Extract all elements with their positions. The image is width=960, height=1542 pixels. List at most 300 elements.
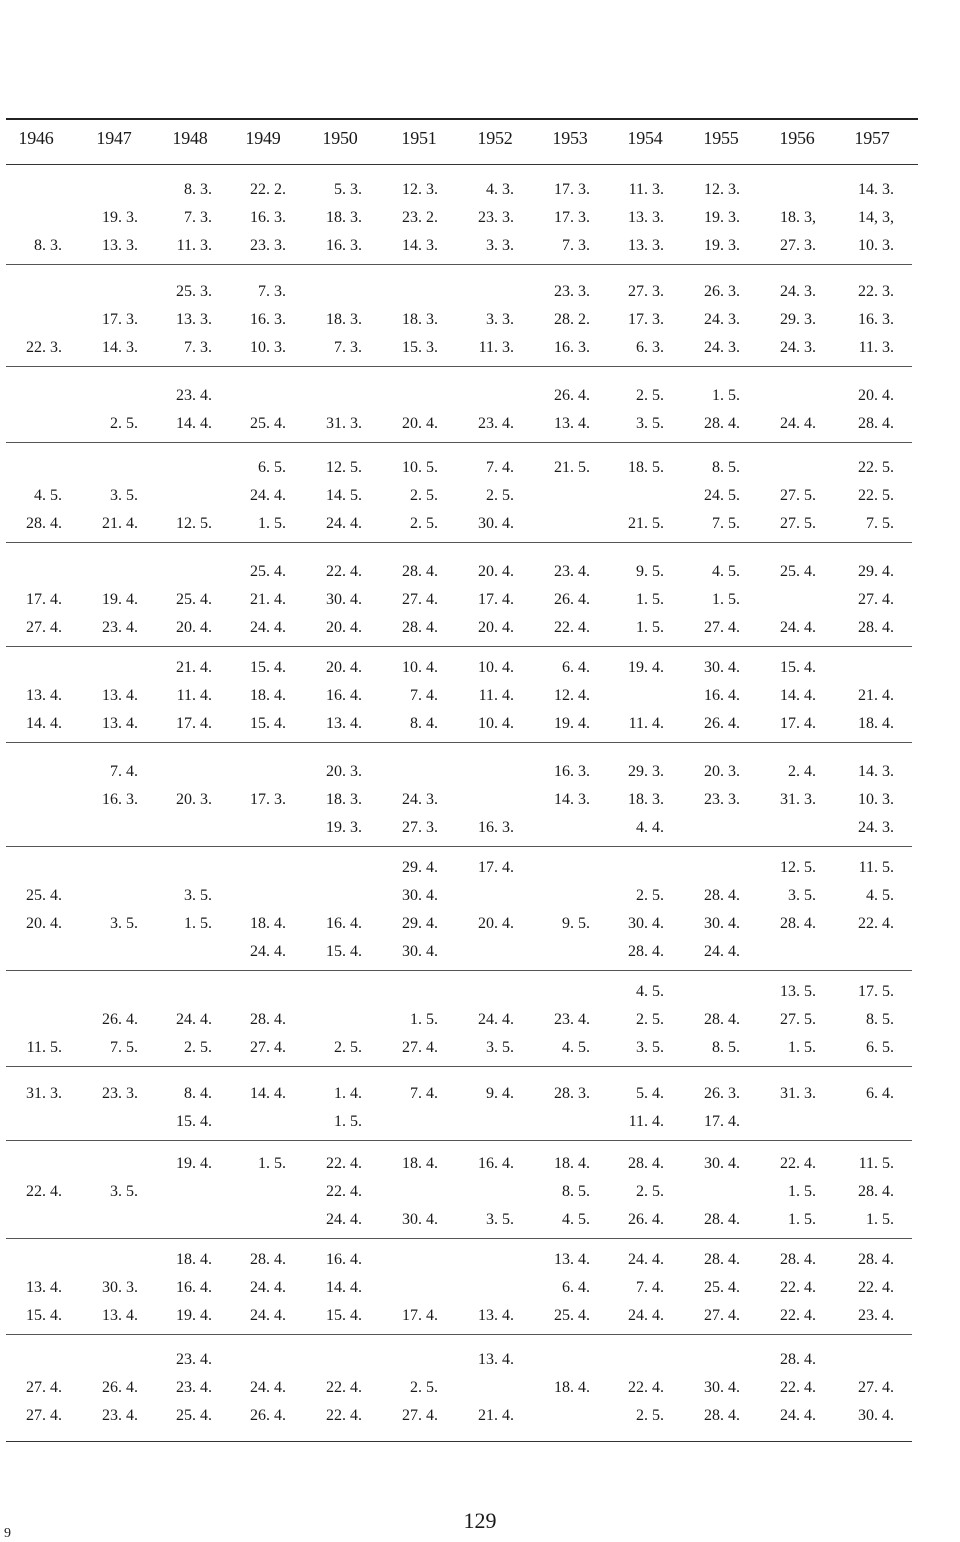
row-group (0, 1246, 960, 1330)
date-cell: 15. 4. (250, 715, 286, 732)
table-row (0, 682, 960, 710)
date-cell: 27. 4. (250, 1039, 286, 1056)
date-cell: 26. 4. (554, 387, 590, 404)
date-cell: 4. 5. (866, 887, 894, 904)
date-cell: 28. 4. (858, 415, 894, 432)
date-cell: 1. 5. (788, 1183, 816, 1200)
date-cell: 16. 4. (478, 1155, 514, 1172)
date-cell: 23. 3. (250, 237, 286, 254)
year-header-1954: 1954 (627, 128, 663, 148)
date-cell: 14. 3. (858, 181, 894, 198)
table-row (0, 1178, 960, 1206)
date-cell: 11. 5. (858, 859, 894, 876)
date-cell: 29. 4. (858, 563, 894, 580)
date-cell: 22. 2. (250, 181, 286, 198)
table-row (0, 586, 960, 614)
date-cell: 15. 4. (250, 659, 286, 676)
date-cell: 24. 4. (250, 1379, 286, 1396)
date-cell: 3. 5. (788, 887, 816, 904)
date-cell: 18. 3. (326, 311, 362, 328)
row-group (0, 978, 960, 1062)
date-cell: 13. 5. (780, 983, 816, 1000)
date-cell: 14. 3. (554, 791, 590, 808)
date-cell: 15. 4. (326, 1307, 362, 1324)
table-row (0, 510, 960, 538)
date-cell: 21. 4. (176, 659, 212, 676)
date-cell: 24. 3. (780, 339, 816, 356)
date-cell: 5. 4. (636, 1085, 664, 1102)
date-cell: 6. 5. (258, 459, 286, 476)
date-cell: 18. 3. (628, 791, 664, 808)
date-cell: 25. 4. (250, 415, 286, 432)
date-cell: 30. 4. (704, 659, 740, 676)
date-cell: 16. 3. (554, 339, 590, 356)
year-header-1951: 1951 (401, 128, 437, 148)
date-cell: 22. 4. (326, 563, 362, 580)
date-cell: 9. 5. (562, 915, 590, 932)
date-cell: 27. 4. (858, 1379, 894, 1396)
group-separator (6, 1334, 912, 1335)
date-cell: 14. 4. (26, 715, 62, 732)
date-cell: 23. 4. (858, 1307, 894, 1324)
row-group (0, 1150, 960, 1234)
date-cell: 30. 3. (102, 1279, 138, 1296)
date-cell: 30. 4. (402, 887, 438, 904)
date-cell: 6. 5. (866, 1039, 894, 1056)
date-cell: 3. 5. (110, 915, 138, 932)
date-cell: 18. 5. (628, 459, 664, 476)
date-cell: 28. 4. (704, 1211, 740, 1228)
date-cell: 30. 4. (704, 1379, 740, 1396)
date-cell: 4. 3. (486, 181, 514, 198)
year-header-1955: 1955 (703, 128, 739, 148)
group-separator (6, 846, 912, 847)
date-cell: 27. 5. (780, 515, 816, 532)
date-cell: 2. 5. (110, 415, 138, 432)
date-cell: 1. 5. (410, 1011, 438, 1028)
date-cell: 28. 4. (780, 915, 816, 932)
date-cell: 16. 3. (858, 311, 894, 328)
date-cell: 30. 4. (704, 1155, 740, 1172)
date-cell: 24. 4. (628, 1251, 664, 1268)
date-cell: 27. 4. (402, 1039, 438, 1056)
date-cell: 2. 5. (410, 515, 438, 532)
date-cell: 13. 4. (102, 1307, 138, 1324)
year-header-1948: 1948 (172, 128, 208, 148)
date-cell: 24. 4. (326, 1211, 362, 1228)
group-separator (6, 1066, 912, 1067)
table-row (0, 410, 960, 438)
date-cell: 28. 4. (780, 1351, 816, 1368)
date-cell: 8. 4. (184, 1085, 212, 1102)
date-cell: 17. 4. (780, 715, 816, 732)
table-row (0, 1150, 960, 1178)
table-row (0, 882, 960, 910)
date-cell: 1. 5. (184, 915, 212, 932)
date-cell: 15. 3. (402, 339, 438, 356)
date-cell: 22. 4. (858, 1279, 894, 1296)
date-cell: 17. 4. (176, 715, 212, 732)
date-cell: 22. 4. (780, 1307, 816, 1324)
group-separator (6, 542, 912, 543)
date-cell: 11. 3. (628, 181, 664, 198)
table-row (0, 614, 960, 642)
date-cell: 28. 4. (704, 1407, 740, 1424)
date-cell: 24. 4. (780, 415, 816, 432)
date-cell: 8. 3. (34, 237, 62, 254)
date-cell: 18. 4. (554, 1379, 590, 1396)
table-row (0, 710, 960, 738)
date-cell: 8. 5. (712, 1039, 740, 1056)
date-cell: 29. 4. (402, 915, 438, 932)
date-cell: 16. 4. (326, 687, 362, 704)
date-cell: 13. 4. (26, 1279, 62, 1296)
date-cell: 2. 5. (636, 1011, 664, 1028)
group-separator (6, 742, 912, 743)
year-header-1949: 1949 (245, 128, 281, 148)
group-separator (6, 646, 912, 647)
date-cell: 19. 4. (628, 659, 664, 676)
date-cell: 11. 3. (176, 237, 212, 254)
date-cell: 4. 5. (562, 1039, 590, 1056)
date-cell: 14. 3. (858, 763, 894, 780)
date-cell: 22. 3. (858, 283, 894, 300)
date-cell: 18. 3. (326, 209, 362, 226)
date-cell: 13. 3. (628, 209, 664, 226)
date-cell: 2. 5. (334, 1039, 362, 1056)
date-cell: 8. 5. (712, 459, 740, 476)
date-cell: 1. 5. (788, 1039, 816, 1056)
date-cell: 28. 4. (704, 887, 740, 904)
date-cell: 17. 4. (402, 1307, 438, 1324)
date-cell: 13. 4. (478, 1307, 514, 1324)
date-cell: 28. 3. (554, 1085, 590, 1102)
date-cell: 11. 5. (26, 1039, 62, 1056)
year-header-1956: 1956 (779, 128, 815, 148)
date-cell: 12. 5. (326, 459, 362, 476)
date-cell: 1. 5. (712, 591, 740, 608)
date-cell: 20. 4. (858, 387, 894, 404)
row-group (0, 1080, 960, 1136)
date-cell: 2. 5. (636, 387, 664, 404)
date-cell: 26. 4. (704, 715, 740, 732)
date-cell: 10. 5. (402, 459, 438, 476)
date-cell: 27. 5. (780, 487, 816, 504)
date-cell: 7. 3. (562, 237, 590, 254)
date-cell: 24. 4. (704, 943, 740, 960)
date-cell: 21. 4. (102, 515, 138, 532)
date-cell: 15. 4. (326, 943, 362, 960)
date-cell: 14. 4. (780, 687, 816, 704)
date-cell: 2. 5. (636, 1407, 664, 1424)
date-cell: 1. 5. (866, 1211, 894, 1228)
date-cell: 25. 4. (554, 1307, 590, 1324)
date-cell: 28. 4. (704, 1251, 740, 1268)
date-cell: 14. 4. (250, 1085, 286, 1102)
date-cell: 22. 4. (554, 619, 590, 636)
year-header-1957: 1957 (854, 128, 890, 148)
table-row (0, 1374, 960, 1402)
date-cell: 7. 3. (184, 339, 212, 356)
date-cell: 7. 5. (866, 515, 894, 532)
date-cell: 12. 4. (554, 687, 590, 704)
date-cell: 1. 5. (258, 515, 286, 532)
date-cell: 28. 4. (402, 563, 438, 580)
table-row (0, 278, 960, 306)
date-cell: 12. 3. (402, 181, 438, 198)
date-cell: 27. 4. (26, 619, 62, 636)
date-cell: 18. 4. (402, 1155, 438, 1172)
year-header-1950: 1950 (322, 128, 358, 148)
date-cell: 14. 4. (176, 415, 212, 432)
date-cell: 30. 4. (858, 1407, 894, 1424)
date-cell: 27. 3. (780, 237, 816, 254)
date-cell: 23. 4. (102, 619, 138, 636)
table-row (0, 854, 960, 882)
date-cell: 24. 4. (780, 1407, 816, 1424)
date-cell: 14, 3, (858, 209, 894, 226)
date-cell: 11. 4. (478, 687, 514, 704)
row-group (0, 758, 960, 842)
table-row (0, 786, 960, 814)
table-row (0, 482, 960, 510)
date-cell: 8. 5. (866, 1011, 894, 1028)
date-cell: 19. 4. (102, 591, 138, 608)
row-group (0, 454, 960, 538)
date-cell: 17. 3. (628, 311, 664, 328)
date-cell: 19. 3. (704, 209, 740, 226)
date-cell: 20. 4. (326, 619, 362, 636)
date-cell: 1. 5. (636, 619, 664, 636)
date-cell: 24. 3. (704, 311, 740, 328)
date-cell: 15. 4. (176, 1113, 212, 1130)
date-cell: 19. 4. (554, 715, 590, 732)
date-cell: 27. 4. (858, 591, 894, 608)
date-cell: 12. 5. (780, 859, 816, 876)
table-row (0, 1206, 960, 1234)
date-cell: 23. 4. (554, 563, 590, 580)
date-cell: 25. 4. (704, 1279, 740, 1296)
date-cell: 16. 4. (176, 1279, 212, 1296)
date-cell: 6. 4. (866, 1085, 894, 1102)
year-header-1953: 1953 (552, 128, 588, 148)
date-cell: 22. 4. (628, 1379, 664, 1396)
date-cell: 30. 4. (478, 515, 514, 532)
date-cell: 23. 3. (478, 209, 514, 226)
date-cell: 19. 3. (326, 819, 362, 836)
group-separator (6, 366, 912, 367)
date-cell: 16. 3. (326, 237, 362, 254)
date-cell: 12. 5. (176, 515, 212, 532)
date-cell: 3. 5. (486, 1211, 514, 1228)
date-cell: 22. 4. (780, 1279, 816, 1296)
date-cell: 1. 5. (636, 591, 664, 608)
date-cell: 21. 4. (250, 591, 286, 608)
date-cell: 13. 4. (102, 687, 138, 704)
date-cell: 17. 4. (478, 591, 514, 608)
date-cell: 3. 3. (486, 311, 514, 328)
date-cell: 7. 3. (184, 209, 212, 226)
date-cell: 24. 4. (326, 515, 362, 532)
date-cell: 13. 4. (326, 715, 362, 732)
date-cell: 7. 3. (258, 283, 286, 300)
date-cell: 20. 4. (478, 563, 514, 580)
date-cell: 28. 4. (250, 1011, 286, 1028)
date-cell: 20. 4. (326, 659, 362, 676)
date-cell: 2. 5. (486, 487, 514, 504)
date-cell: 18. 4. (858, 715, 894, 732)
date-cell: 21. 5. (628, 515, 664, 532)
date-cell: 27. 4. (704, 619, 740, 636)
date-cell: 22. 4. (26, 1183, 62, 1200)
date-cell: 22. 5. (858, 459, 894, 476)
date-cell: 30. 4. (402, 1211, 438, 1228)
date-cell: 17. 5. (858, 983, 894, 1000)
date-cell: 6. 4. (562, 1279, 590, 1296)
date-cell: 12. 3. (704, 181, 740, 198)
table-row (0, 1006, 960, 1034)
date-cell: 2. 5. (636, 1183, 664, 1200)
date-cell: 22. 4. (858, 915, 894, 932)
date-cell: 13. 3. (628, 237, 664, 254)
row-group (0, 558, 960, 642)
date-cell: 11. 5. (858, 1155, 894, 1172)
date-cell: 27. 3. (628, 283, 664, 300)
table-row (0, 814, 960, 842)
date-cell: 20. 3. (326, 763, 362, 780)
date-cell: 24. 4. (250, 619, 286, 636)
date-cell: 24. 4. (250, 487, 286, 504)
date-cell: 22. 4. (326, 1379, 362, 1396)
date-cell: 31. 3. (26, 1085, 62, 1102)
date-cell: 24. 3. (402, 791, 438, 808)
date-cell: 23. 4. (176, 1351, 212, 1368)
table-row (0, 232, 960, 260)
date-cell: 4. 5. (562, 1211, 590, 1228)
table-row (0, 176, 960, 204)
date-cell: 28. 4. (858, 1251, 894, 1268)
date-cell: 28. 4. (402, 619, 438, 636)
table-row (0, 382, 960, 410)
table-row (0, 1246, 960, 1274)
date-cell: 23. 4. (102, 1407, 138, 1424)
date-cell: 13. 3. (176, 311, 212, 328)
date-cell: 27. 4. (402, 1407, 438, 1424)
date-cell: 2. 5. (410, 487, 438, 504)
date-cell: 10. 3. (858, 237, 894, 254)
date-cell: 28. 4. (704, 1011, 740, 1028)
date-cell: 8. 5. (562, 1183, 590, 1200)
row-group (0, 382, 960, 438)
date-cell: 11. 3. (858, 339, 894, 356)
table-row (0, 334, 960, 362)
date-cell: 14. 3. (102, 339, 138, 356)
date-cell: 18. 3. (326, 791, 362, 808)
date-cell: 27. 3. (402, 819, 438, 836)
date-cell: 3. 5. (184, 887, 212, 904)
date-cell: 29. 3. (780, 311, 816, 328)
date-cell: 27. 4. (26, 1407, 62, 1424)
bottom-rule (6, 1441, 912, 1442)
table-row (0, 938, 960, 966)
date-cell: 25. 4. (176, 591, 212, 608)
date-cell: 11. 4. (176, 687, 212, 704)
date-cell: 22. 4. (326, 1407, 362, 1424)
date-cell: 7. 3. (334, 339, 362, 356)
year-header-1947: 1947 (96, 128, 132, 148)
date-cell: 30. 4. (326, 591, 362, 608)
date-cell: 7. 5. (110, 1039, 138, 1056)
date-cell: 24. 5. (704, 487, 740, 504)
row-group (0, 1346, 960, 1430)
date-cell: 6. 3. (636, 339, 664, 356)
group-separator (6, 970, 912, 971)
date-cell: 16. 4. (326, 1251, 362, 1268)
date-cell: 20. 4. (478, 915, 514, 932)
date-cell: 16. 3. (102, 791, 138, 808)
date-cell: 24. 3. (780, 283, 816, 300)
row-group (0, 654, 960, 738)
table-row (0, 1274, 960, 1302)
date-cell: 9. 5. (636, 563, 664, 580)
date-cell: 19. 3. (102, 209, 138, 226)
date-cell: 3. 5. (486, 1039, 514, 1056)
date-cell: 1. 5. (712, 387, 740, 404)
margin-mark: 9 (4, 1526, 11, 1541)
date-cell: 25. 3. (176, 283, 212, 300)
date-cell: 13. 4. (478, 1351, 514, 1368)
date-cell: 28. 2. (554, 311, 590, 328)
date-cell: 24. 3. (858, 819, 894, 836)
header-rule (6, 164, 918, 165)
date-cell: 22. 5. (858, 487, 894, 504)
date-cell: 13. 4. (26, 687, 62, 704)
row-group (0, 176, 960, 260)
date-cell: 20. 4. (402, 415, 438, 432)
date-cell: 27. 4. (402, 591, 438, 608)
table-row (0, 1346, 960, 1374)
date-cell: 22. 4. (780, 1155, 816, 1172)
date-cell: 23. 4. (176, 387, 212, 404)
date-cell: 14. 4. (326, 1279, 362, 1296)
date-cell: 3. 5. (110, 487, 138, 504)
date-cell: 22. 4. (326, 1155, 362, 1172)
date-cell: 28. 4. (628, 1155, 664, 1172)
table-row (0, 454, 960, 482)
date-cell: 22. 4. (780, 1379, 816, 1396)
date-cell: 14. 3. (402, 237, 438, 254)
group-separator (6, 442, 912, 443)
date-cell: 2. 4. (788, 763, 816, 780)
table-row (0, 654, 960, 682)
date-cell: 24. 4. (478, 1011, 514, 1028)
date-cell: 23. 3. (554, 283, 590, 300)
date-cell: 13. 4. (102, 715, 138, 732)
date-cell: 16. 3. (250, 209, 286, 226)
date-cell: 5. 3. (334, 181, 362, 198)
date-cell: 2. 5. (636, 887, 664, 904)
date-cell: 7. 4. (110, 763, 138, 780)
date-cell: 20. 4. (26, 915, 62, 932)
date-cell: 23. 2. (402, 209, 438, 226)
page-number: 129 (463, 1508, 497, 1533)
date-cell: 1. 5. (258, 1155, 286, 1172)
date-cell: 17. 4. (478, 859, 514, 876)
date-cell: 8. 4. (410, 715, 438, 732)
date-cell: 25. 4. (780, 563, 816, 580)
date-cell: 20. 4. (176, 619, 212, 636)
date-cell: 14. 5. (326, 487, 362, 504)
